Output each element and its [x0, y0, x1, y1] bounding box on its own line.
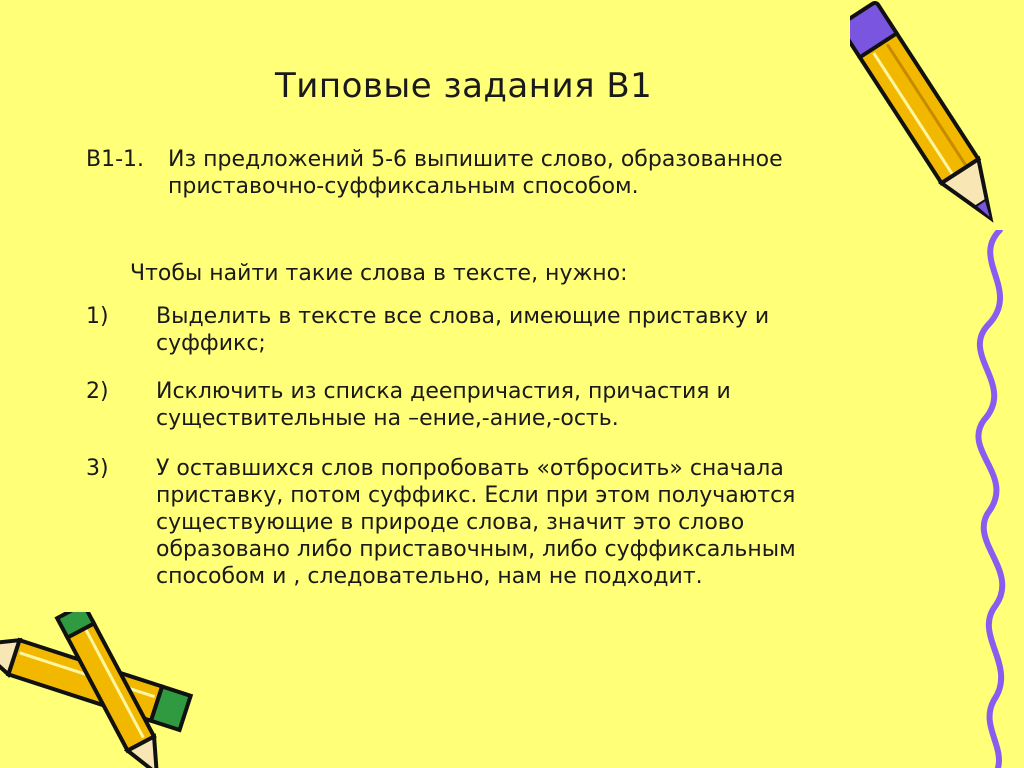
list-item	[156, 378, 936, 432]
slide-title: Типовые задания В1	[275, 66, 653, 106]
list-item-line: приставку, потом суффикс. Если при этом получаются	[156, 483, 796, 508]
pencils-pair-icon	[0, 612, 215, 768]
list-item-line: суффикс;	[156, 331, 266, 356]
squiggle-line	[960, 230, 1024, 768]
list-item	[156, 303, 936, 357]
list-item-number: 2)	[86, 379, 109, 404]
list-item-line: Выделить в тексте все слова, имеющие приставку и	[156, 304, 770, 329]
task-label: В1-1.	[86, 147, 145, 172]
intro-text: Чтобы найти такие слова в тексте, нужно:	[130, 261, 628, 286]
list-item-line: способом и , следовательно, нам не подходит.	[156, 564, 703, 589]
list-item-line: образовано либо приставочным, либо суффиксальным	[156, 537, 796, 562]
list-item-number: 3)	[86, 456, 109, 481]
list-item-line: У оставшихся слов попробовать «отбросить» сначала	[156, 456, 784, 481]
task-text-line: Из предложений 5-6 выпишите слово, образованное	[168, 147, 783, 172]
list-item-line: существующие в природе слова, значит это слово	[156, 510, 745, 535]
task-text	[168, 146, 928, 200]
pencil-icon	[850, 0, 1010, 250]
list-item	[156, 455, 936, 590]
list-item-number: 1)	[86, 304, 109, 329]
list-item-line: Исключить из списка деепричастия, причастия и	[156, 379, 731, 404]
task-text-line: приставочно-суффиксальным способом.	[168, 174, 639, 199]
list-item-line: существительные на –ение,-ание,-ость.	[156, 406, 619, 431]
